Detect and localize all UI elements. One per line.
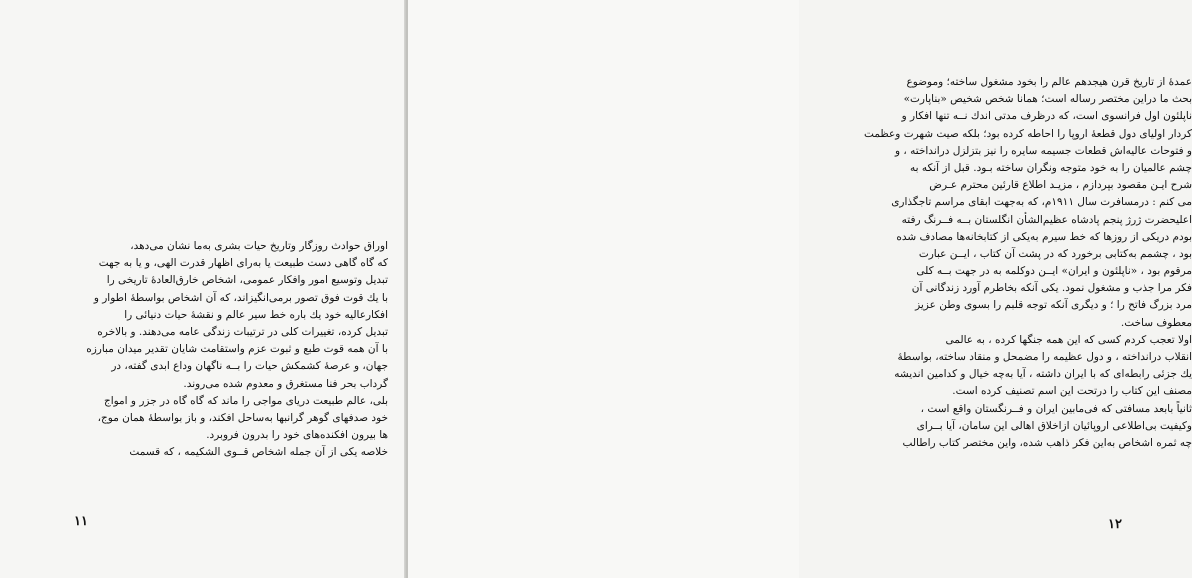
text-line: خود صدفهای گوهر گرانبها به‌ساحل افکند، و باز بواسطهٔ همان موج، bbox=[97, 411, 388, 424]
text-line: که گاه گاهی دست طبیعت یا به‌رای اظهار قدرت الهی، و یا به جهت bbox=[98, 257, 388, 270]
text-line: گرداب بحر فنا مستغرق و معدوم شده می‌روند. bbox=[183, 377, 388, 390]
text-line: مصنف این کتاب را درتحت این اسم تصنیف کرده است. bbox=[952, 385, 1192, 398]
text-line: فکر مرا جذب و مشغول نمود. یکی آنکه بخاطرم آورد زندگانی آن bbox=[911, 282, 1192, 295]
text-line: ناپلئون اول فرانسوی است، که درظرف مدتی اندك نــه تنها افکار و bbox=[901, 110, 1192, 123]
text-line: چشم عالمیان را به خود متوجه ونگران ساخته بـود. قبل از آنکه به bbox=[909, 161, 1192, 174]
text-line: چه ثمره اشخاص به‌این فکر ذاهب شده، واین مختصر کتاب راطالب bbox=[902, 436, 1192, 449]
text-line: وکیفیت بی‌اطلاعی اروپائیان ازاخلاق اهالی این سامان، آیا بــرای bbox=[916, 419, 1192, 432]
text-line: عمدهٔ از تاریخ قرن هیجدهم عالم را بخود مشغول ساخته؛ وموضوع bbox=[906, 76, 1192, 88]
text-line: اوراق حوادث روزگار وتاریخ حیات بشری به‌ما نشان می‌دهد، bbox=[130, 240, 388, 252]
text-line: خلاصه یکی از آن جمله اشخاص قــوی الشکیمه ، که قسمت bbox=[129, 446, 388, 459]
text-line: تبدیل وتوسیع امور وافکار عمومی، اشخاص خارق‌العادهٔ تاریخی را bbox=[106, 274, 388, 287]
text-line: بودم دریکی از روزها که خط سیرم به‌یکی از کتابخانه‌ها مصادف شده bbox=[896, 230, 1192, 243]
text-line: بحث ما دراین مختصر رساله است؛ همانا شخص شخیص «بناپارت» bbox=[903, 93, 1192, 106]
text-line: ها بیرون افکنده‌های خود را بدرون فروبرد. bbox=[206, 429, 388, 442]
text-line: شرح ایـن مقصود بپردازم ، مزیـد اطلاع قارئین محترم عـرض bbox=[929, 179, 1192, 192]
page-number: ۱۱ bbox=[74, 514, 88, 529]
text-line: اولا تعجب کردم کسی که این همه جنگها کرده ، به عالمی bbox=[945, 333, 1192, 346]
text-line: مرقوم بود ، «ناپلئون و ایران» ایــن دوکلمه به در جهت بــه کلی bbox=[916, 265, 1192, 278]
text-line: می کنم : درمسافرت سال ۱۹۱۱م، که به‌جهت ابقای مراسم تاجگذاری bbox=[891, 196, 1192, 209]
text-line: جهان، و عرصهٔ کشمکش حیات را بــه ناگهان وداع ابدی گفته، در bbox=[111, 360, 388, 373]
text-line: و فتوحات عالیه‌اش قطعات جسیمه سایره را نیز بتزلزل درانداخته ، و bbox=[894, 144, 1192, 157]
right-page-text bbox=[864, 74, 1192, 452]
right-page bbox=[408, 0, 1192, 578]
text-line: معطوف ساخت. bbox=[1120, 316, 1192, 329]
text-line: افکارعالیه خود یك باره خط سیر عالم و نقشهٔ حیات دنیائی را bbox=[124, 308, 388, 321]
left-page-text bbox=[76, 238, 388, 461]
text-line: کردار اولیای دول قطعهٔ اروپا را احاطه کرده بود؛ بلکه صیت شهرت وعظمت bbox=[864, 127, 1192, 140]
text-line: مرد بزرگ فاتح را ؛ و دیگری آنکه توجه قلبم را بسوی وطن عزیز bbox=[915, 299, 1192, 312]
text-line: اعلیحضرت ژرژ پنجم پادشاه عظیم‌الشأن انگلستان بــه فــرنگ رفته bbox=[901, 213, 1192, 226]
left-page bbox=[0, 0, 408, 578]
text-line: با یك قوت فوق تصور برمی‌انگیزاند، که آن اشخاص بواسطهٔ اطوار و bbox=[93, 291, 388, 304]
page-number: ۱۲ bbox=[1108, 517, 1122, 532]
text-line: با آن همه قوت طبع و ثبوت عزم واستقامت شایان تقدیر میدان مبارزه bbox=[86, 343, 388, 356]
text-line: یك جزئی رابطه‌ای که با ایران داشته ، آیا به‌چه خیال و کدامین اندیشه bbox=[894, 368, 1192, 381]
text-line: ثانیاً بابعد مسافتی که فی‌مابین ایران و فــرنگستان واقع است ، bbox=[920, 402, 1192, 415]
text-line: تبدیل کرده، تغییرات کلی در ترتیبات زندگی عامه می‌دهند. و بالاخره bbox=[97, 325, 388, 338]
text-line: انقلاب درانداخته ، و دول عظیمه را مضمحل و منقاد ساخته، بواسطهٔ bbox=[897, 351, 1192, 363]
text-line: بود ، چشمم به‌کتابی برخورد که در پشت آن کتاب ، ایــن عبارت bbox=[918, 247, 1192, 260]
text-line: بلی، عالم طبیعت دریای مواجی را ماند که گاه گاه در جزر و امواج bbox=[103, 394, 388, 407]
